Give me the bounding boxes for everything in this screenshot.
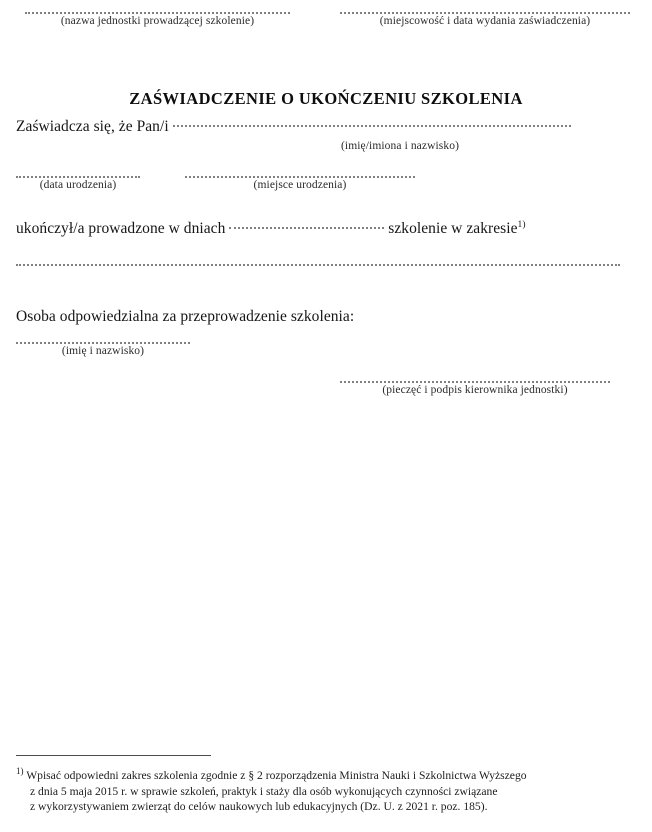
footnote-line-1: Wpisać odpowiedni zakres szkolenia zgodnie z § 2 rozporządzenia Ministra Nauki i Szkolnictwa Wyższego: [26, 769, 527, 782]
responsible-person-label: Osoba odpowiedzialna za przeprowadzenie szkolenia:: [16, 308, 355, 325]
place-date-caption: (miejscowość i data wydania zaświadczenia): [379, 15, 591, 27]
unit-name-blank[interactable]: [25, 10, 290, 14]
place-date-blank[interactable]: [340, 10, 630, 14]
completed-line: [16, 220, 526, 238]
certify-line: [16, 118, 571, 136]
birth-date-caption: (data urodzenia): [39, 179, 117, 191]
footnote-reference[interactable]: 1): [517, 219, 526, 230]
signature-caption: (pieczęć i podpis kierownika jednostki): [382, 384, 568, 396]
birth-date-blank[interactable]: [16, 174, 140, 178]
footnote-line-3: z wykorzystywaniem zwierząt do celów naukowych lub edukacyjnych (Dz. U. z 2021 r. poz. 185).: [30, 800, 488, 813]
footnote-separator: [16, 755, 211, 756]
unit-name-caption: (nazwa jednostki prowadzącej szkolenie): [60, 15, 255, 27]
responsible-person-blank[interactable]: [16, 340, 190, 344]
footnote-marker: 1): [16, 766, 24, 777]
birth-place-caption: (miejsce urodzenia): [253, 179, 347, 191]
responsible-person-caption: (imię i nazwisko): [61, 345, 145, 357]
footnote-line-2: z dnia 5 maja 2015 r. w sprawie szkoleń, praktyk i staży dla osób wykonujących czynności związane: [30, 784, 498, 798]
footnote-block: [16, 768, 636, 815]
completed-prefix: ukończył/a prowadzone w dniach: [16, 220, 226, 237]
signature-blank[interactable]: [340, 379, 610, 383]
certify-label: Zaświadcza się, że Pan/i: [16, 118, 169, 135]
training-scope-blank[interactable]: [16, 262, 620, 266]
person-name-caption: (imię/imiona i nazwisko): [340, 140, 459, 152]
person-name-blank[interactable]: [173, 125, 571, 127]
birth-place-blank[interactable]: [185, 174, 415, 178]
training-dates-blank[interactable]: [229, 227, 384, 229]
completed-suffix: szkolenie w zakresie: [388, 220, 518, 237]
page-title: ZAŚWIADCZENIE O UKOŃCZENIU SZKOLENIA: [129, 89, 523, 108]
